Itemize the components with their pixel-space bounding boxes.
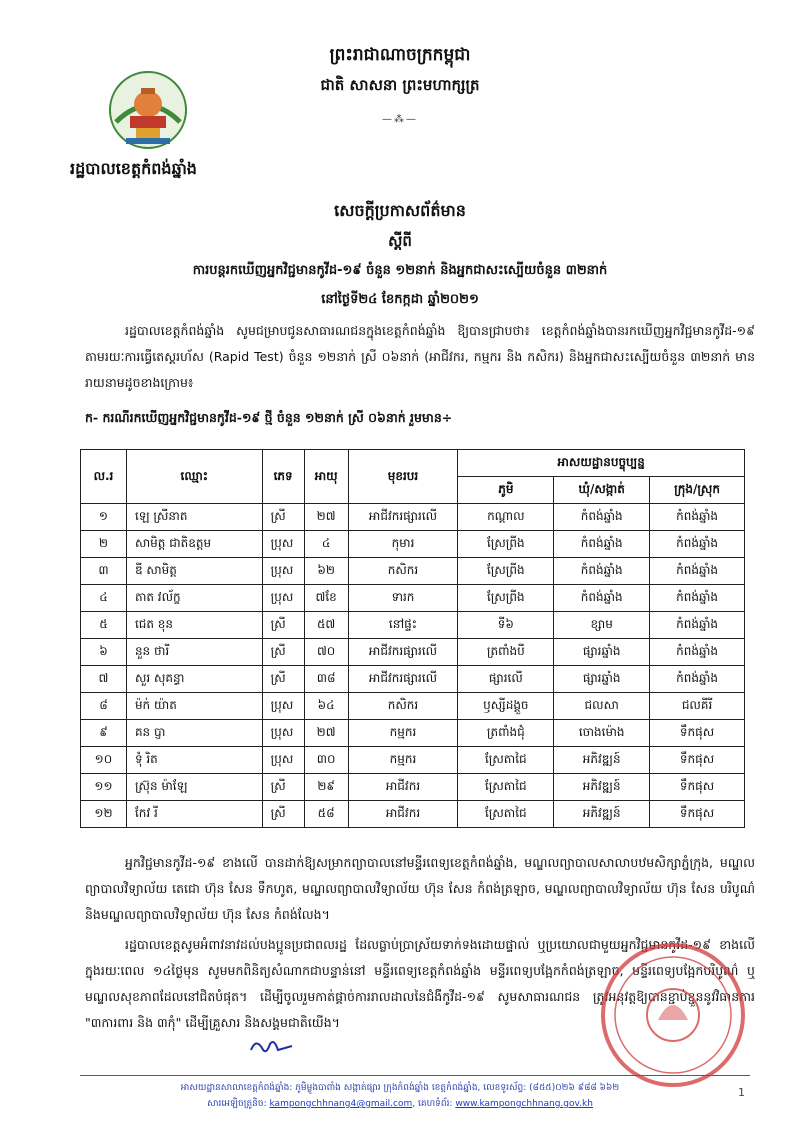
cell-no: ១ [81,504,127,531]
email-label: សារអេឡិចត្រូនិច: [207,1099,267,1109]
cell-occupation: អាជីវករ [348,801,458,828]
cell-occupation: អាជីវករផ្សារលើ [348,666,458,693]
email-link[interactable]: kampongchhnang4@gmail.com [269,1099,413,1109]
cell-name: ជេត ខុន [126,612,262,639]
cell-commune: កំពង់ឆ្នាំង [554,504,650,531]
cell-name: ស្រ៊ុន ម៉ាឡែ [126,774,262,801]
cell-occupation: កសិករ [348,693,458,720]
cell-district: កំពង់ឆ្នាំង [650,531,745,558]
table-row [81,666,745,693]
cell-no: ៣ [81,558,127,585]
signature [248,1036,294,1063]
cell-village: ផ្សារលើ [458,666,554,693]
header-age: អាយុ [304,450,348,504]
cell-village: កណ្តាល [458,504,554,531]
cell-commune: អភិវឌ្ឍន៍ [554,774,650,801]
cell-village: ស្រែព្រីង [458,531,554,558]
cell-district: កំពង់ឆ្នាំង [650,585,745,612]
cell-name: តាត វល័ក្ខ [126,585,262,612]
section-heading: ក- ករណីរកឃើញអ្នកវិជ្ជមានកូវីដ-១៩ ថ្មី ចំនួន ១២នាក់ ស្រី ០៦នាក់ រួមមាន÷ [85,410,453,425]
cell-district: កំពង់ឆ្នាំង [650,558,745,585]
cell-village: ស្រែតាជៃ [458,747,554,774]
treatment-paragraph: អ្នកវិជ្ជមានកូវីដ-១៩ ខាងលើ បានដាក់ឱ្យសម្រាកព្យាបាលនៅមន្ទីរពេទ្យខេត្តកំពង់ឆ្នាំង, មណ្ឌលព្យាបាលសាលាបឋមសិក្សាភ្នំក្រុង, មណ្ឌលព្យាបាលវិទ្យាល័យ តេជោ ហ៊ុន សែន ទឹកហូត, មណ្ឌលព្យាបាលវិទ្យាល័យ ហ៊ុន សែន កំពង់ត្រឡាច, មណ្ឌលព្យាបាលវិទ្យាល័យ ហ៊ុន សែន បរិបូណ៌ និងមណ្ឌលព្យាបាលវិទ្យាល័យ ហ៊ុន សែន កំពង់លែង។ [85,855,755,922]
cell-no: ១០ [81,747,127,774]
web-label: គេហទំព័រ: [418,1099,453,1109]
official-seal-icon [598,940,748,1090]
appeal-paragraph: រដ្ឋបាលខេត្តសូមអំពាវនាវដល់បងប្អូនប្រជាពលរដ្ឋ ដែលធ្លាប់ប្រាស្រ័យទាក់ទងដោយផ្ទាល់ ឬប្រយោលជាមួយអ្នកវិជ្ជមានកូវីដ-១៩ ខាងលើ ក្នុងរយៈពេល ១៤ថ្ងៃមុន សូមមកពិនិត្យសំណាកជាបន្ទាន់នៅ មន្ទីរពេទ្យខេត្តកំពង់ឆ្នាំង មន្ទីរពេទ្យបង្អែកកំពង់ត្រឡាច, មន្ទីរពេទ្យបង្អែកបរិបូណ៌ ឬមណ្ឌលសុខភាពដែលនៅជិតបំផុត។ ដើម្បីចូលរួមកាត់ផ្តាច់ការរាលដាលនៃជំងឺកូវីដ-១៩ សូមសាធារណជន ត្រូវអនុវត្តឱ្យបានខ្ជាប់ខ្ជួននូវវិធានការ "៣ការពារ និង ៣កុំ" ដើម្បីគ្រួសារ និងសង្គមជាតិយើង។ [85,937,755,1030]
cell-commune: កំពង់ឆ្នាំង [554,585,650,612]
cell-name: នួន ថារី [126,639,262,666]
cell-name: ឡេ ស្រីនាត [126,504,262,531]
cell-commune: ជលសា [554,693,650,720]
cell-village: ស្រែព្រីង [458,585,554,612]
cell-commune: ចោងម៉ោង [554,720,650,747]
cell-sex: ប្រុស [262,720,304,747]
table-row [81,504,745,531]
table-row [81,531,745,558]
footer-rule [80,1075,750,1076]
cell-occupation: កម្មករ [348,720,458,747]
cell-name: កែវ រី [126,801,262,828]
cell-occupation: កសិករ [348,558,458,585]
cell-village: ស្រែតាជៃ [458,774,554,801]
cell-sex: ស្រី [262,774,304,801]
national-motto: ជាតិ សាសនា ព្រះមហាក្សត្រ [320,76,480,94]
cell-no: ៦ [81,639,127,666]
cell-sex: ប្រុស [262,747,304,774]
cell-village: ឫស្សីដង្គួច [458,693,554,720]
footer-contacts: សារអេឡិចត្រូនិច: kampongchhnang4@gmail.com, គេហទំព័រ: www.kampongchhnang.gov.kh [207,1099,593,1109]
cell-sex: ប្រុស [262,558,304,585]
cell-village: ត្រពាំងជុំ [458,720,554,747]
cell-occupation: ទារក [348,585,458,612]
cell-age: ២៩ [304,774,348,801]
kingdom-title: ព្រះរាជាណាចក្រកម្ពុជា [329,45,471,65]
cell-age: ៦៤ [304,693,348,720]
office-name: រដ្ឋបាលខេត្តកំពង់ឆ្នាំង [70,159,197,178]
cell-village: ស្រែព្រីង [458,558,554,585]
cell-no: ៥ [81,612,127,639]
table-row [81,585,745,612]
header-district: ក្រុង/ស្រុក [650,477,745,504]
header-address: អាសយដ្ឋានបច្ចុប្បន្ន [458,450,745,477]
cell-district: ទឹកផុស [650,774,745,801]
cell-village: ទី៦ [458,612,554,639]
header-occupation: មុខរបរ [348,450,458,504]
cell-age: ៤ [304,531,348,558]
cell-district: ទឹកផុស [650,747,745,774]
cell-no: ៨ [81,693,127,720]
cell-no: ៧ [81,666,127,693]
cell-commune: ខ្សាម [554,612,650,639]
cell-name: ទុំ រិត [126,747,262,774]
divider-ornament: —⁂— [382,114,418,125]
header-no: ល.រ [81,450,127,504]
header-name: ឈ្មោះ [126,450,262,504]
cell-district: កំពង់ឆ្នាំង [650,639,745,666]
table-row [81,774,745,801]
cell-occupation: កម្មករ [348,747,458,774]
cell-name: សាមិត្ត ជាតិឧត្តម [126,531,262,558]
header-village: ភូមិ [458,477,554,504]
document-title: សេចក្តីប្រកាសព័ត៌មាន [334,201,466,220]
cell-name: ឌី សាមិត្ត [126,558,262,585]
cell-sex: ស្រី [262,639,304,666]
cases-table [80,449,745,828]
cell-occupation: អាជីវករ [348,774,458,801]
header-commune: ឃុំ/សង្កាត់ [554,477,650,504]
cell-no: ៩ [81,720,127,747]
cell-commune: អភិវឌ្ឍន៍ [554,747,650,774]
website-link[interactable]: www.kampongchhnang.gov.kh [455,1099,593,1109]
cell-no: ១២ [81,801,127,828]
title-about: ស្តីពី [388,232,412,250]
cell-sex: ស្រី [262,504,304,531]
cell-occupation: អាជីវករផ្សារលើ [348,504,458,531]
table-row [81,558,745,585]
cell-occupation: កុមារ [348,531,458,558]
cell-sex: ប្រុស [262,531,304,558]
page-number: 1 [738,1086,745,1099]
cell-sex: ស្រី [262,801,304,828]
header-sex: ភេទ [262,450,304,504]
cell-age: ៧០ [304,639,348,666]
table-row [81,639,745,666]
cell-district: កំពង់ឆ្នាំង [650,666,745,693]
table-row [81,612,745,639]
cell-age: ៧ខែ [304,585,348,612]
cell-name: សួរ សុគន្ធា [126,666,262,693]
cell-age: ២៧ [304,504,348,531]
cell-no: ១១ [81,774,127,801]
cell-sex: ស្រី [262,612,304,639]
cell-no: ៤ [81,585,127,612]
cell-district: ទឹកផុស [650,720,745,747]
cell-district: កំពង់ឆ្នាំង [650,504,745,531]
intro-paragraph: រដ្ឋបាលខេត្តកំពង់ឆ្នាំង សូមជម្រាបជូនសាធារណជនក្នុងខេត្តកំពង់ឆ្នាំង ឱ្យបានជ្រាបថា៖ ខេត្តកំពង់ឆ្នាំងបានរកឃើញអ្នកវិជ្ជមានកូវីដ-១៩ តាមរយៈការធ្វើតេស្តរហ័ស (Rapid Test) ចំនួន ១២នាក់ ស្រី ០៦នាក់ (អាជីវករ, កម្មករ និង កសិករ) និងអ្នកជាសះស្បើយចំនួន ៣២នាក់ មានរាយនាមដូចខាងក្រោម៖ [85,323,755,390]
cell-occupation: អាជីវករផ្សារលើ [348,639,458,666]
cell-name: ម៉ក់ យ៉ាត [126,693,262,720]
province-logo-icon [108,70,188,152]
cell-occupation: នៅផ្ទះ [348,612,458,639]
cell-age: ២៧ [304,720,348,747]
cell-commune: អភិវឌ្ឍន៍ [554,801,650,828]
document-subject: ការបន្តរកឃើញអ្នកវិជ្ជមានកូវីដ-១៩ ចំនួន ១២នាក់ និងអ្នកជាសះស្បើយចំនួន ៣២នាក់ [192,263,608,278]
cell-commune: កំពង់ឆ្នាំង [554,558,650,585]
cell-age: ៣៨ [304,666,348,693]
cell-district: ទឹកផុស [650,801,745,828]
cell-no: ២ [81,531,127,558]
table-row [81,693,745,720]
cell-sex: ស្រី [262,666,304,693]
table-row [81,747,745,774]
cell-commune: ផ្សារឆ្នាំង [554,666,650,693]
cell-age: ៥៨ [304,801,348,828]
footer-address: អាសយដ្ឋានសាលាខេត្តកំពង់ឆ្នាំង: ភូមិម្លូងបាពាំង សង្កាត់ផ្សារ ក្រុងកំពង់ឆ្នាំង ខេត្តកំពង់ឆ្នាំង, លេខទូរស័ព្ទ: (៨៥៥)០២៦ ៩៨៨ ៦៦២ [180,1083,620,1093]
cell-commune: ផ្សារឆ្នាំង [554,639,650,666]
cell-age: ៥៧ [304,612,348,639]
cell-name: គន ប្ញា [126,720,262,747]
cell-sex: ប្រុស [262,693,304,720]
cell-sex: ប្រុស [262,585,304,612]
cell-age: ៦២ [304,558,348,585]
cell-village: ស្រែតាជៃ [458,801,554,828]
document-date: នៅថ្ងៃទី២៤ ខែកក្កដា ឆ្នាំ២០២១ [321,292,479,307]
cell-commune: កំពង់ឆ្នាំង [554,531,650,558]
cell-district: កំពង់ឆ្នាំង [650,612,745,639]
cell-age: ៣០ [304,747,348,774]
cell-district: ជលគីរី [650,693,745,720]
cell-village: ត្រពាំងបី [458,639,554,666]
table-row [81,801,745,828]
table-row [81,720,745,747]
